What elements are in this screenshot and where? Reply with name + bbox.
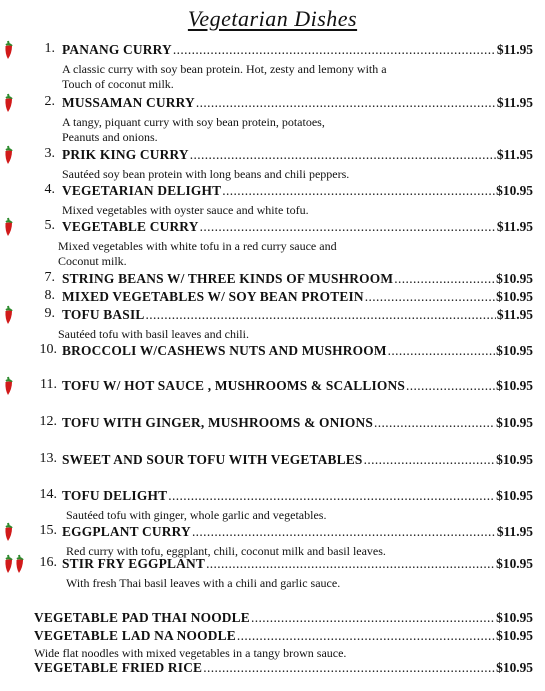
item-name: PANANG CURRY — [62, 42, 172, 57]
item-name: TOFU WITH GINGER, MUSHROOMS & ONIONS — [62, 415, 374, 430]
item-description: Wide flat noodles with mixed vegetables in a tangy brown sauce. — [34, 646, 347, 660]
item-number: 4. — [44, 182, 55, 197]
dot-leader — [173, 42, 496, 58]
item-description: Sautéed tofu with basil leaves and chili. — [58, 327, 249, 341]
item-number: 9. — [44, 306, 55, 321]
menu-item-row — [62, 271, 533, 289]
item-name: MUSSAMAN CURRY — [62, 95, 195, 110]
menu-item-row — [62, 289, 533, 307]
dot-leader — [388, 343, 496, 359]
item-price: $10.95 — [496, 610, 533, 625]
dot-leader — [168, 488, 495, 504]
item-price: $10.95 — [496, 452, 533, 467]
item-description: Coconut milk. — [58, 254, 127, 268]
item-description: Peanuts and onions. — [62, 130, 158, 144]
item-number: 8. — [44, 288, 55, 303]
item-description: Sautéed tofu with ginger, whole garlic and vegetables. — [66, 508, 327, 522]
dot-leader — [206, 556, 495, 572]
item-name: VEGETABLE CURRY — [62, 219, 199, 234]
item-description: With fresh Thai basil leaves with a chili and garlic sauce. — [66, 576, 341, 590]
chili-pepper-icon — [4, 376, 13, 396]
dot-leader — [374, 415, 495, 431]
item-name: STIR FRY EGGPLANT — [62, 556, 206, 571]
menu-item-row — [62, 415, 533, 433]
chili-pepper-icon — [4, 554, 13, 574]
chili-pepper-icon — [4, 93, 13, 113]
item-name: EGGPLANT CURRY — [62, 524, 191, 539]
item-name: VEGETABLE FRIED RICE — [34, 660, 203, 675]
item-number: 1. — [44, 41, 55, 56]
dot-leader — [251, 610, 495, 626]
menu-item-row — [62, 378, 533, 396]
item-description: A classic curry with soy bean protein. Hot, zesty and lemony with a — [62, 62, 387, 76]
menu-item-row — [34, 610, 533, 628]
dot-leader — [146, 307, 496, 323]
dot-leader — [203, 660, 495, 676]
item-price: $11.95 — [496, 307, 533, 322]
item-price: $10.95 — [496, 289, 533, 304]
menu-item-row — [62, 147, 533, 165]
item-number: 7. — [44, 270, 55, 285]
item-price: $11.95 — [496, 524, 533, 539]
dot-leader — [394, 271, 495, 287]
dot-leader — [200, 219, 496, 235]
item-price: $11.95 — [496, 219, 533, 234]
item-price: $10.95 — [496, 271, 533, 286]
item-price: $10.95 — [496, 415, 533, 430]
item-number: 2. — [44, 94, 55, 109]
dot-leader — [365, 289, 495, 305]
menu-item-row — [62, 183, 533, 201]
chili-pepper-icon — [4, 217, 13, 237]
chili-pepper-icon — [15, 554, 24, 574]
menu-item-row — [62, 452, 533, 470]
menu-item-row — [62, 556, 533, 574]
item-name: STRING BEANS W/ THREE KINDS OF MUSHROOM — [62, 271, 394, 286]
item-number: 5. — [44, 218, 55, 233]
menu-item-row — [62, 524, 533, 542]
dot-leader — [364, 452, 496, 468]
item-price: $10.95 — [496, 628, 533, 643]
item-price: $10.95 — [496, 378, 533, 393]
item-name: VEGETABLE LAD NA NOODLE — [34, 628, 236, 643]
dot-leader — [196, 95, 496, 111]
item-description: Mixed vegetables with white tofu in a red curry sauce and — [58, 239, 337, 253]
item-name: VEGETABLE PAD THAI NOODLE — [34, 610, 250, 625]
item-price: $11.95 — [496, 42, 533, 57]
item-name: VEGETARIAN DELIGHT — [62, 183, 222, 198]
dot-leader — [406, 378, 495, 394]
dot-leader — [237, 628, 495, 644]
item-price: $10.95 — [496, 660, 533, 675]
item-name: SWEET AND SOUR TOFU WITH VEGETABLES — [62, 452, 363, 467]
item-number: 11. — [40, 377, 57, 392]
menu-item-row — [62, 307, 533, 325]
menu-item-row — [62, 488, 533, 506]
item-description: A tangy, piquant curry with soy bean protein, potatoes, — [62, 115, 325, 129]
item-number: 13. — [39, 451, 57, 466]
item-price: $10.95 — [496, 343, 533, 358]
item-name: TOFU W/ HOT SAUCE , MUSHROOMS & SCALLIONS — [62, 378, 406, 393]
item-name: TOFU BASIL — [62, 307, 145, 322]
menu-item-row — [62, 95, 533, 113]
item-number: 16. — [39, 555, 57, 570]
item-description: Mixed vegetables with oyster sauce and white tofu. — [62, 203, 309, 217]
page-title: Vegetarian Dishes — [187, 6, 358, 31]
item-description: Red curry with tofu, eggplant, chili, coconut milk and basil leaves. — [66, 544, 386, 558]
item-description: Sautéed soy bean protein with long beans and chili peppers. — [62, 167, 350, 181]
item-price: $11.95 — [496, 147, 533, 162]
item-number: 12. — [39, 414, 57, 429]
item-price: $10.95 — [496, 488, 533, 503]
dot-leader — [222, 183, 495, 199]
menu-item-row — [62, 343, 533, 361]
item-price: $10.95 — [496, 556, 533, 571]
menu-item-row — [34, 628, 533, 646]
item-number: 15. — [39, 523, 57, 538]
item-name: MIXED VEGETABLES W/ SOY BEAN PROTEIN — [62, 289, 364, 304]
menu-item-row — [62, 42, 533, 60]
item-number: 10. — [39, 342, 57, 357]
chili-pepper-icon — [4, 145, 13, 165]
item-name: TOFU DELIGHT — [62, 488, 168, 503]
dot-leader — [190, 147, 496, 163]
menu-item-row — [62, 219, 533, 237]
item-price: $11.95 — [496, 95, 533, 110]
item-price: $10.95 — [496, 183, 533, 198]
dot-leader — [192, 524, 496, 540]
chili-pepper-icon — [4, 40, 13, 60]
chili-pepper-icon — [4, 305, 13, 325]
item-number: 3. — [44, 146, 55, 161]
item-name: BROCCOLI W/CASHEWS NUTS AND MUSHROOM — [62, 343, 387, 358]
item-name: PRIK KING CURRY — [62, 147, 189, 162]
item-description: Touch of coconut milk. — [62, 77, 174, 91]
chili-pepper-icon — [4, 522, 13, 542]
menu-item-row — [34, 660, 533, 678]
item-number: 14. — [39, 487, 57, 502]
